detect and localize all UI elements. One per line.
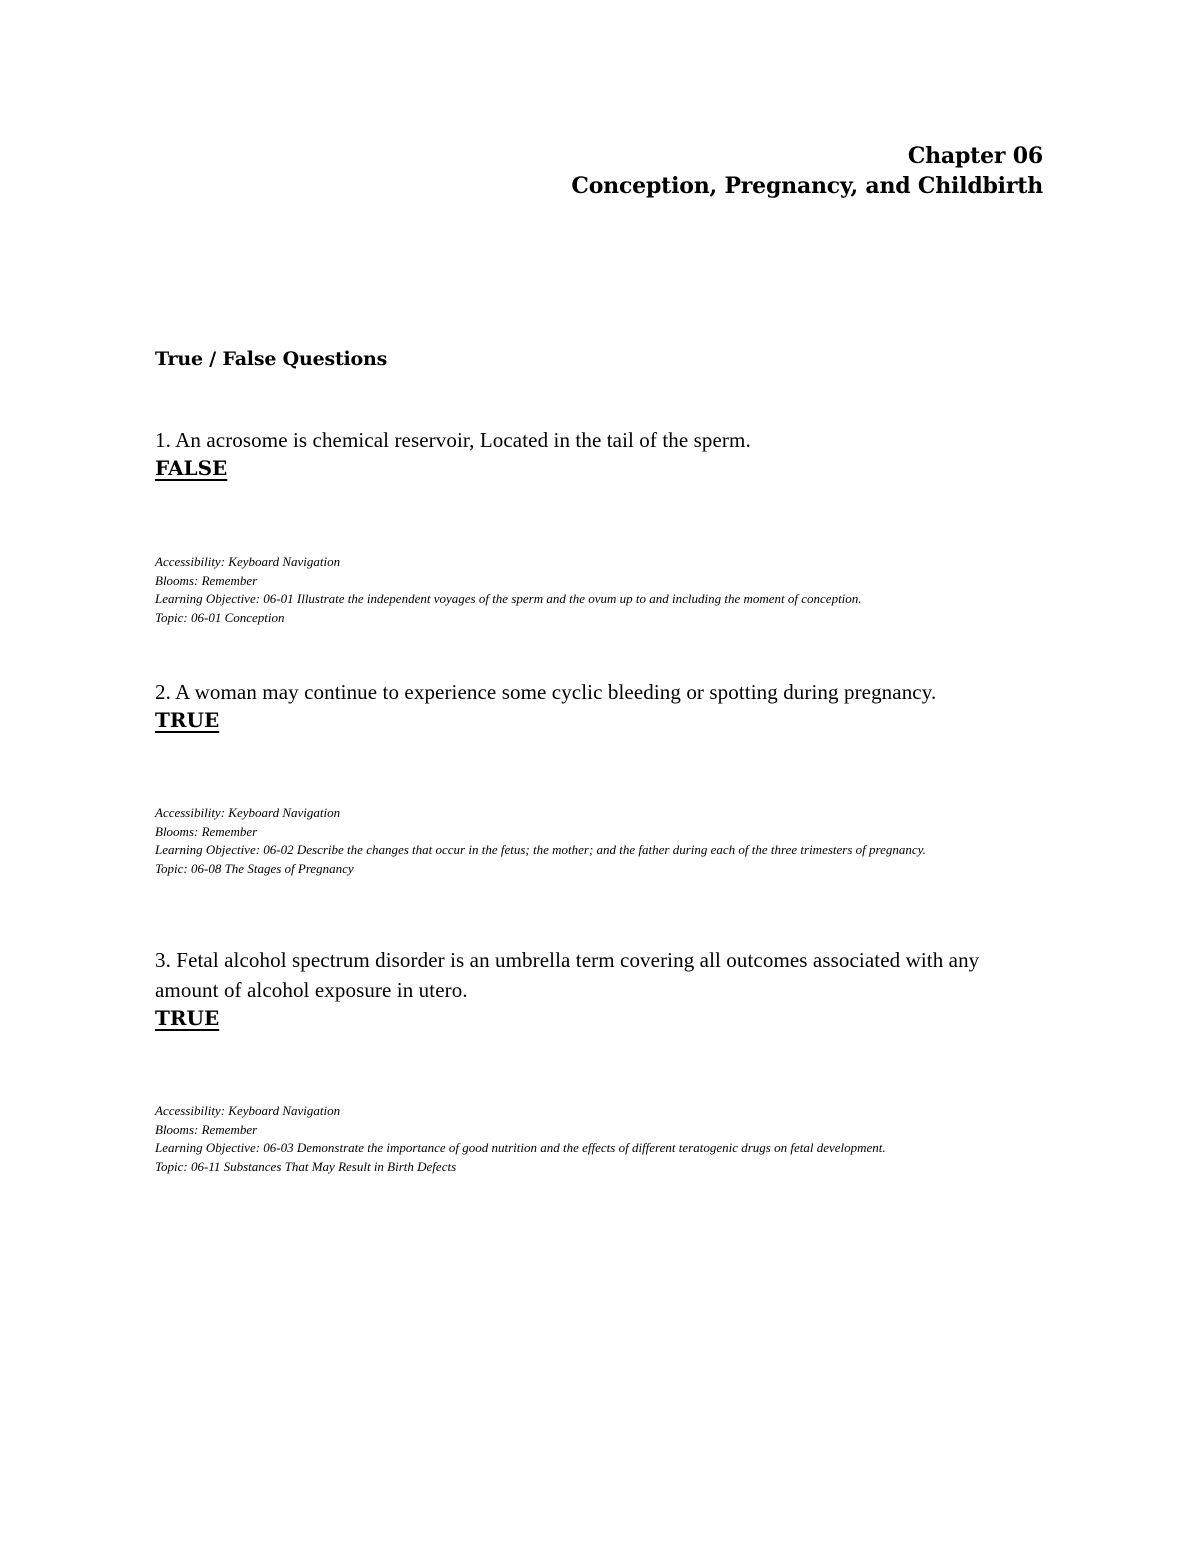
topic-tag: Topic: 06-01 Conception: [155, 609, 285, 625]
question-2-metadata: [155, 804, 1035, 878]
question-2: [155, 677, 1055, 733]
answer-label: FALSE: [155, 456, 228, 480]
question-3-metadata: [155, 1102, 1035, 1176]
question-1: [155, 425, 1055, 481]
chapter-header: [571, 141, 1043, 201]
accessibility-tag: Accessibility: Keyboard Navigation: [155, 805, 341, 820]
learning-objective: Learning Objective: 06-02 Describe the changes that occur in the fetus; the mother; and the father during each of the three trimesters of pregnancy.: [155, 842, 926, 857]
accessibility-tag: Accessibility: Keyboard Navigation: [155, 554, 341, 569]
chapter-title: Conception, Pregnancy, and Childbirth: [571, 173, 1043, 199]
accessibility-tag: Accessibility: Keyboard Navigation: [155, 1103, 341, 1118]
question-text: 2. A woman may continue to experience some cyclic bleeding or spotting during pregnancy.: [155, 680, 937, 704]
chapter-number: Chapter 06: [907, 143, 1043, 169]
learning-objective: Learning Objective: 06-01 Illustrate the independent voyages of the sperm and the ovum up to and including the moment of conception.: [155, 591, 862, 606]
question-1-metadata: [155, 553, 1035, 627]
question-text: 1. An acrosome is chemical reservoir, Located in the tail of the sperm.: [155, 428, 751, 452]
section-heading: True / False Questions: [155, 348, 388, 370]
topic-tag: Topic: 06-08 The Stages of Pregnancy: [155, 860, 354, 876]
learning-objective: Learning Objective: 06-03 Demonstrate the importance of good nutrition and the effects of different teratogenic drugs on fetal development.: [155, 1140, 886, 1155]
blooms-tag: Blooms: Remember: [155, 823, 258, 839]
answer-label: TRUE: [155, 1006, 220, 1030]
question-3: [155, 945, 1035, 1031]
answer-label: TRUE: [155, 708, 220, 732]
topic-tag: Topic: 06-11 Substances That May Result in Birth Defects: [155, 1158, 457, 1174]
question-text: 3. Fetal alcohol spectrum disorder is an umbrella term covering all outcomes associated with any amount of alcohol exposure in utero.: [155, 948, 980, 1002]
blooms-tag: Blooms: Remember: [155, 572, 258, 588]
blooms-tag: Blooms: Remember: [155, 1121, 258, 1137]
